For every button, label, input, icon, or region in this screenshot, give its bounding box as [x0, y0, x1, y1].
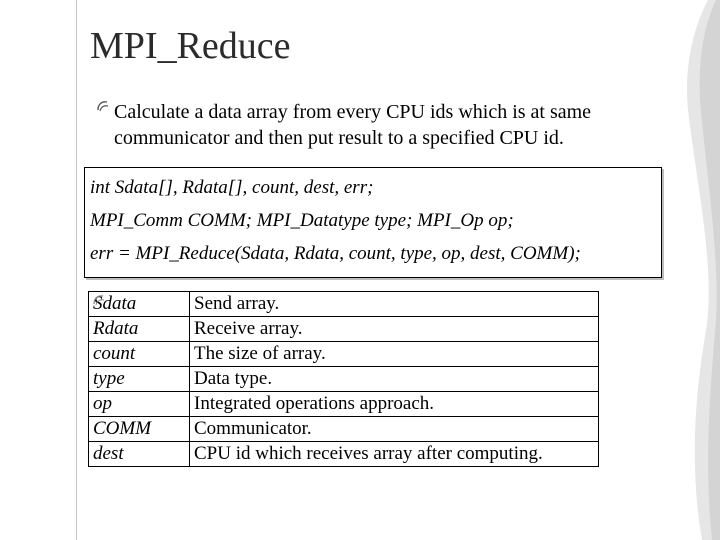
table-row [89, 417, 599, 442]
code-line: int Sdata[], Rdata[], count, dest, err; [90, 177, 374, 198]
param-name: dest [89, 442, 190, 467]
param-name: Rdata [89, 317, 190, 342]
table-row [89, 392, 599, 417]
table-row [89, 342, 599, 367]
code-line: MPI_Comm COMM; MPI_Datatype type; MPI_Op op; [90, 210, 514, 231]
table-row [89, 317, 599, 342]
param-name: COMM [89, 417, 190, 442]
param-description: Integrated operations approach. [190, 392, 599, 417]
page-curl-decoration [680, 0, 720, 540]
curl-bullet-icon [96, 99, 110, 113]
param-name: count [89, 342, 190, 367]
param-description: Communicator. [190, 417, 599, 442]
table-row [89, 367, 599, 392]
code-box [84, 167, 662, 278]
param-name: op [89, 392, 190, 417]
param-description: CPU id which receives array after computing. [190, 442, 599, 467]
param-name: type [89, 367, 190, 392]
param-description: Receive array. [190, 317, 599, 342]
param-name: Sdata [89, 292, 190, 317]
param-description: Data type. [190, 367, 599, 392]
code-line: err = MPI_Reduce(Sdata, Rdata, count, type, op, dest, COMM); [90, 243, 581, 264]
param-description: The size of array. [190, 342, 599, 367]
parameter-table [88, 291, 599, 467]
description-text: Calculate a data array from every CPU ids which is at same communicator and then put result to a specified CPU id. [114, 101, 592, 149]
slide-title: MPI_Reduce [90, 25, 291, 67]
table-row [89, 292, 599, 317]
param-description: Send array. [190, 292, 599, 317]
curl-bullet-icon [92, 293, 106, 307]
left-margin-rule [76, 0, 77, 540]
table-row [89, 442, 599, 467]
